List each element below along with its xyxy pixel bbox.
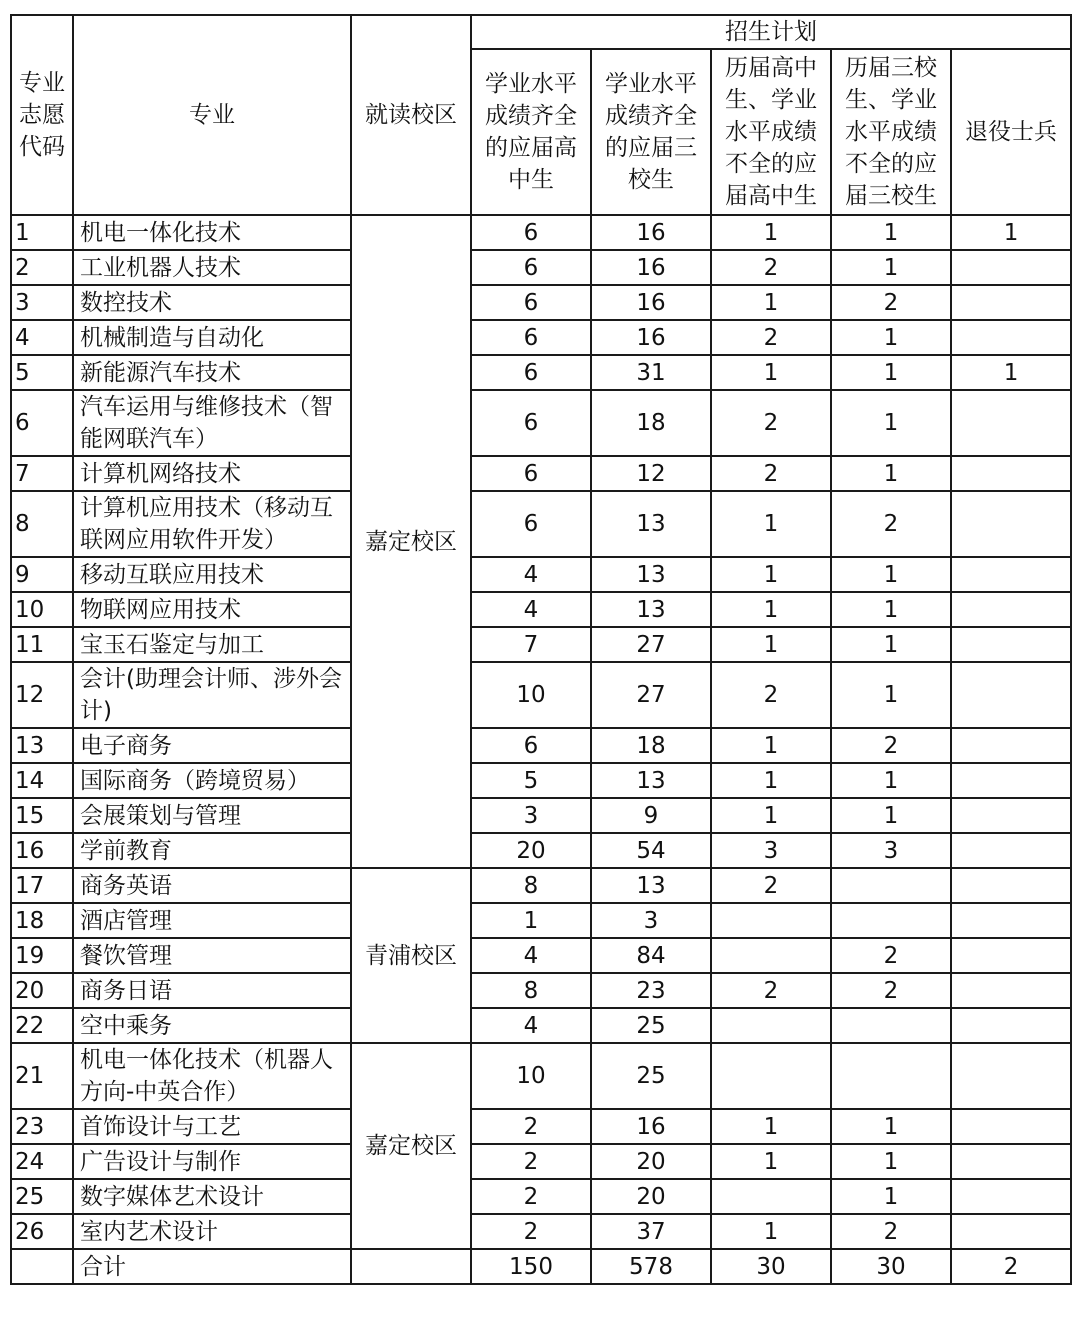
plan-value: 1 [831, 320, 951, 355]
plan-value: 13 [591, 868, 711, 903]
plan-value: 1 [831, 456, 951, 491]
plan-value: 2 [831, 973, 951, 1008]
plan-value: 13 [591, 592, 711, 627]
major-code: 13 [11, 728, 73, 763]
plan-value: 2 [831, 938, 951, 973]
total-value: 30 [831, 1249, 951, 1284]
table-row [11, 355, 1071, 390]
major-code: 23 [11, 1109, 73, 1144]
plan-value: 1 [831, 1179, 951, 1214]
plan-value: 2 [831, 285, 951, 320]
plan-value: 7 [471, 627, 591, 662]
plan-value: 9 [591, 798, 711, 833]
plan-value: 18 [591, 390, 711, 456]
plan-value: 3 [831, 833, 951, 868]
table-row [11, 728, 1071, 763]
plan-value [951, 763, 1071, 798]
header-enrollment-plan: 招生计划 [471, 15, 1071, 49]
major-code: 20 [11, 973, 73, 1008]
plan-value [951, 285, 1071, 320]
major-name: 商务英语 [73, 868, 351, 903]
plan-value: 4 [471, 938, 591, 973]
plan-value [831, 868, 951, 903]
plan-value: 8 [471, 973, 591, 1008]
campus-name: 嘉定校区 [351, 1043, 471, 1249]
major-name: 机械制造与自动化 [73, 320, 351, 355]
plan-value: 1 [831, 662, 951, 728]
plan-value: 16 [591, 1109, 711, 1144]
plan-value: 2 [831, 1214, 951, 1249]
plan-value: 1 [711, 763, 831, 798]
plan-value [711, 903, 831, 938]
major-name: 室内艺术设计 [73, 1214, 351, 1249]
plan-value: 2 [711, 456, 831, 491]
plan-value: 1 [471, 903, 591, 938]
plan-value: 1 [711, 1144, 831, 1179]
plan-value [831, 1043, 951, 1109]
table-row [11, 1109, 1071, 1144]
table-row [11, 798, 1071, 833]
plan-value: 1 [711, 355, 831, 390]
table-row [11, 285, 1071, 320]
major-code: 6 [11, 390, 73, 456]
major-name: 学前教育 [73, 833, 351, 868]
plan-value [951, 662, 1071, 728]
plan-value: 2 [711, 390, 831, 456]
plan-value [951, 1109, 1071, 1144]
major-name: 酒店管理 [73, 903, 351, 938]
major-name: 汽车运用与维修技术（智能网联汽车） [73, 390, 351, 456]
plan-value: 2 [471, 1214, 591, 1249]
plan-value: 16 [591, 285, 711, 320]
campus-name: 嘉定校区 [351, 215, 471, 868]
major-code: 25 [11, 1179, 73, 1214]
plan-value: 13 [591, 557, 711, 592]
major-name: 商务日语 [73, 973, 351, 1008]
plan-value: 5 [471, 763, 591, 798]
plan-value [711, 1179, 831, 1214]
plan-value [951, 1008, 1071, 1043]
plan-value [711, 1043, 831, 1109]
total-label: 合计 [73, 1249, 351, 1284]
major-code: 26 [11, 1214, 73, 1249]
major-name: 餐饮管理 [73, 938, 351, 973]
plan-value: 1 [831, 798, 951, 833]
plan-value: 8 [471, 868, 591, 903]
major-name: 空中乘务 [73, 1008, 351, 1043]
plan-value: 2 [471, 1179, 591, 1214]
plan-value: 1 [831, 763, 951, 798]
table-row [11, 1008, 1071, 1043]
total-value: 150 [471, 1249, 591, 1284]
plan-value: 1 [711, 1214, 831, 1249]
table-row [11, 491, 1071, 557]
plan-value: 6 [471, 250, 591, 285]
plan-value: 1 [951, 355, 1071, 390]
major-code: 2 [11, 250, 73, 285]
major-code: 11 [11, 627, 73, 662]
major-code: 22 [11, 1008, 73, 1043]
plan-value: 54 [591, 833, 711, 868]
table-row [11, 1214, 1071, 1249]
plan-value [951, 491, 1071, 557]
plan-value: 1 [951, 215, 1071, 250]
plan-value [951, 938, 1071, 973]
plan-value [711, 1008, 831, 1043]
plan-value [951, 1179, 1071, 1214]
major-name: 物联网应用技术 [73, 592, 351, 627]
plan-value: 1 [831, 390, 951, 456]
plan-value: 4 [471, 557, 591, 592]
plan-value [711, 938, 831, 973]
table-row [11, 938, 1071, 973]
major-code: 7 [11, 456, 73, 491]
table-row [11, 868, 1071, 903]
plan-value: 6 [471, 285, 591, 320]
major-name: 工业机器人技术 [73, 250, 351, 285]
major-name: 广告设计与制作 [73, 1144, 351, 1179]
plan-value [951, 973, 1071, 1008]
plan-value: 25 [591, 1043, 711, 1109]
plan-value: 27 [591, 662, 711, 728]
plan-value [951, 798, 1071, 833]
plan-value: 1 [831, 592, 951, 627]
header-campus: 就读校区 [351, 15, 471, 215]
plan-value: 25 [591, 1008, 711, 1043]
plan-value: 6 [471, 491, 591, 557]
major-code: 18 [11, 903, 73, 938]
plan-value: 10 [471, 1043, 591, 1109]
table-row [11, 662, 1071, 728]
plan-value: 6 [471, 456, 591, 491]
plan-value: 2 [831, 728, 951, 763]
plan-value: 16 [591, 215, 711, 250]
plan-value: 1 [711, 491, 831, 557]
major-name: 宝玉石鉴定与加工 [73, 627, 351, 662]
plan-value: 4 [471, 592, 591, 627]
major-code: 14 [11, 763, 73, 798]
plan-value [831, 1008, 951, 1043]
total-value: 2 [951, 1249, 1071, 1284]
plan-value [951, 1144, 1071, 1179]
table-row [11, 1179, 1071, 1214]
plan-value: 6 [471, 728, 591, 763]
header-col-2: 学业水平成绩齐全的应届三校生 [591, 49, 711, 215]
table-row [11, 833, 1071, 868]
plan-value: 1 [831, 355, 951, 390]
major-code: 8 [11, 491, 73, 557]
total-row [11, 1249, 1071, 1284]
plan-value: 13 [591, 491, 711, 557]
plan-value: 2 [471, 1144, 591, 1179]
plan-value [951, 320, 1071, 355]
table-row [11, 456, 1071, 491]
table-row [11, 763, 1071, 798]
major-code: 19 [11, 938, 73, 973]
plan-value [951, 456, 1071, 491]
enrollment-plan-table [10, 14, 1072, 1285]
major-name: 机电一体化技术 [73, 215, 351, 250]
major-name: 会展策划与管理 [73, 798, 351, 833]
plan-value: 1 [711, 592, 831, 627]
major-name: 数控技术 [73, 285, 351, 320]
plan-value: 20 [591, 1179, 711, 1214]
major-name: 计算机网络技术 [73, 456, 351, 491]
plan-value: 1 [831, 627, 951, 662]
plan-value: 18 [591, 728, 711, 763]
table-row [11, 1043, 1071, 1109]
plan-value: 1 [711, 627, 831, 662]
table-row [11, 903, 1071, 938]
plan-value: 1 [831, 215, 951, 250]
plan-value: 37 [591, 1214, 711, 1249]
plan-value [951, 903, 1071, 938]
plan-value [951, 627, 1071, 662]
header-major: 专业 [73, 15, 351, 215]
plan-value [951, 390, 1071, 456]
plan-value: 10 [471, 662, 591, 728]
major-name: 电子商务 [73, 728, 351, 763]
major-name: 国际商务（跨境贸易） [73, 763, 351, 798]
header-code: 专业志愿代码 [11, 15, 73, 215]
plan-value: 2 [711, 662, 831, 728]
plan-value: 23 [591, 973, 711, 1008]
total-campus-empty [351, 1249, 471, 1284]
table-row [11, 320, 1071, 355]
plan-value [951, 868, 1071, 903]
plan-value [951, 833, 1071, 868]
plan-value: 3 [471, 798, 591, 833]
plan-value: 1 [711, 557, 831, 592]
plan-value: 1 [711, 798, 831, 833]
table-row [11, 627, 1071, 662]
plan-value: 2 [711, 868, 831, 903]
plan-value: 16 [591, 320, 711, 355]
total-value: 578 [591, 1249, 711, 1284]
major-code: 15 [11, 798, 73, 833]
plan-value: 20 [591, 1144, 711, 1179]
plan-value: 4 [471, 1008, 591, 1043]
plan-value [951, 1214, 1071, 1249]
plan-value: 13 [591, 763, 711, 798]
header-col-5: 退役士兵 [951, 49, 1071, 215]
plan-value: 2 [711, 973, 831, 1008]
header-col-3: 历届高中生、学业水平成绩不全的应届高中生 [711, 49, 831, 215]
major-code: 16 [11, 833, 73, 868]
plan-value: 1 [711, 215, 831, 250]
table-row [11, 592, 1071, 627]
header-col-4: 历届三校生、学业水平成绩不全的应届三校生 [831, 49, 951, 215]
major-code: 9 [11, 557, 73, 592]
plan-value: 6 [471, 215, 591, 250]
plan-value: 1 [831, 250, 951, 285]
plan-value: 6 [471, 390, 591, 456]
plan-value: 27 [591, 627, 711, 662]
campus-name: 青浦校区 [351, 868, 471, 1043]
plan-value: 1 [831, 1144, 951, 1179]
major-name: 计算机应用技术（移动互联网应用软件开发） [73, 491, 351, 557]
header-col-1: 学业水平成绩齐全的应届高中生 [471, 49, 591, 215]
plan-value: 1 [711, 728, 831, 763]
table-row [11, 1144, 1071, 1179]
plan-value [951, 557, 1071, 592]
major-name: 首饰设计与工艺 [73, 1109, 351, 1144]
plan-value: 2 [471, 1109, 591, 1144]
plan-value: 6 [471, 355, 591, 390]
total-code-empty [11, 1249, 73, 1284]
major-name: 移动互联应用技术 [73, 557, 351, 592]
major-name: 新能源汽车技术 [73, 355, 351, 390]
major-code: 5 [11, 355, 73, 390]
major-code: 4 [11, 320, 73, 355]
plan-value: 84 [591, 938, 711, 973]
plan-value: 20 [471, 833, 591, 868]
major-code: 12 [11, 662, 73, 728]
plan-value: 2 [711, 320, 831, 355]
plan-value: 3 [591, 903, 711, 938]
total-value: 30 [711, 1249, 831, 1284]
plan-value: 1 [831, 1109, 951, 1144]
table-row [11, 390, 1071, 456]
plan-value [951, 592, 1071, 627]
major-code: 3 [11, 285, 73, 320]
table-row [11, 973, 1071, 1008]
plan-value: 1 [711, 1109, 831, 1144]
plan-value [951, 250, 1071, 285]
plan-value: 3 [711, 833, 831, 868]
plan-value: 1 [831, 557, 951, 592]
plan-value [951, 728, 1071, 763]
major-code: 21 [11, 1043, 73, 1109]
major-code: 24 [11, 1144, 73, 1179]
major-name: 数字媒体艺术设计 [73, 1179, 351, 1214]
plan-value: 31 [591, 355, 711, 390]
table-row [11, 250, 1071, 285]
plan-value: 1 [711, 285, 831, 320]
plan-value [831, 903, 951, 938]
major-code: 10 [11, 592, 73, 627]
plan-value: 6 [471, 320, 591, 355]
table-row [11, 215, 1071, 250]
table-row [11, 557, 1071, 592]
plan-value: 2 [831, 491, 951, 557]
plan-value: 16 [591, 250, 711, 285]
plan-value: 12 [591, 456, 711, 491]
plan-value [951, 1043, 1071, 1109]
plan-value: 2 [711, 250, 831, 285]
major-name: 机电一体化技术（机器人方向-中英合作） [73, 1043, 351, 1109]
major-code: 1 [11, 215, 73, 250]
major-name: 会计(助理会计师、涉外会计) [73, 662, 351, 728]
major-code: 17 [11, 868, 73, 903]
